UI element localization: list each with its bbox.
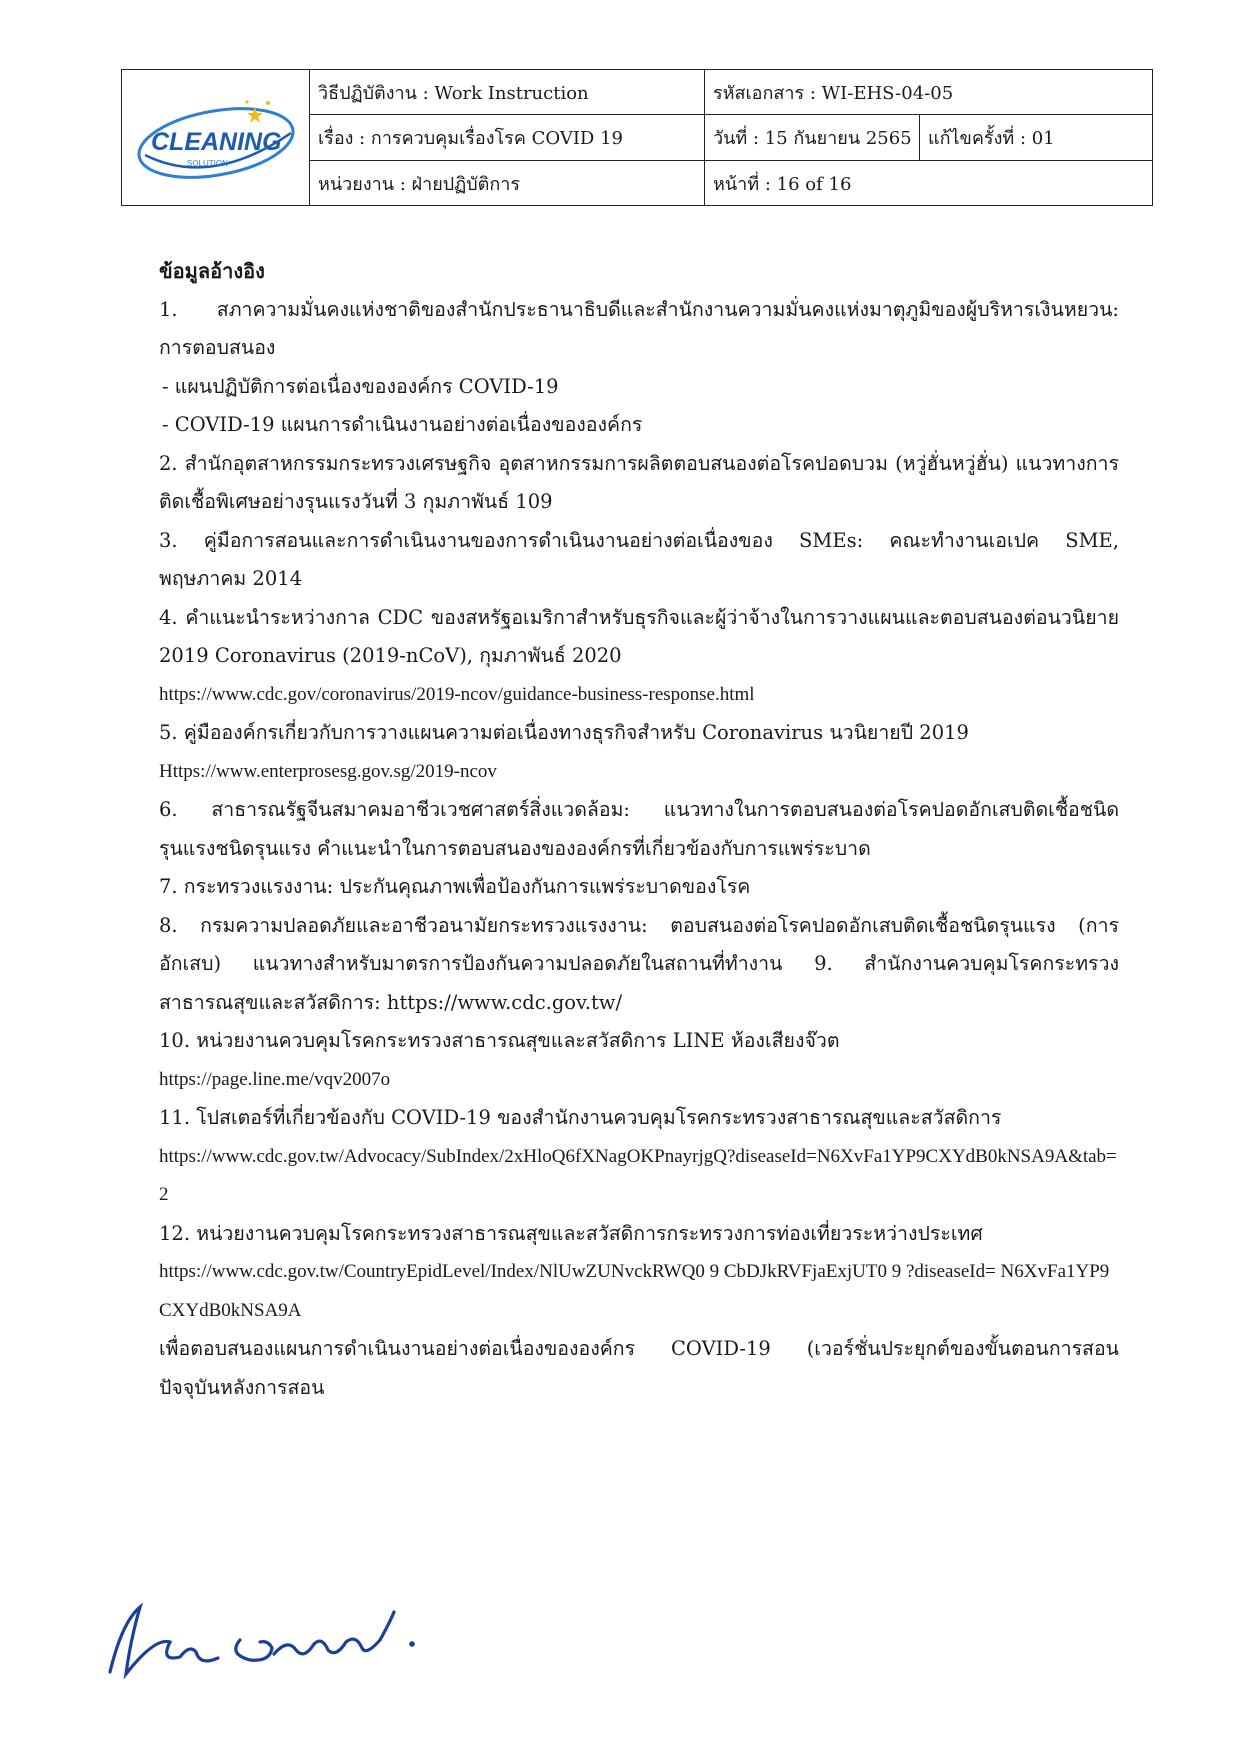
reference-12: 12. หน่วยงานควบคุมโรคกระทรวงสาธารณสุขและสวัสดิการกระทรวงการท่องเที่ยวระหว่างประเทศ: [159, 1221, 983, 1245]
signature: [100, 1582, 450, 1692]
document-revision-cell: แก้ไขครั้งที่ : 01: [920, 115, 1153, 161]
reference-4: 4. คำแนะนำระหว่างกาล CDC ของสหรัฐอเมริกาสำหรับธุรกิจและผู้ว่าจ้างในการวางแผนและตอบสนองต่อนวนิยาย 2019 Coronavirus (2019-nCoV), กุมภาพันธ์ 2020: [159, 605, 1119, 667]
reference-8: 8. กรมความปลอดภัยและอาชีวอนามัยกระทรวงแรงงาน: ตอบสนองต่อโรคปอดอักเสบติดเชื้อชนิดรุนแรง (การอักเสบ) แนวทางสำหรับมาตรการป้องกันความปลอดภัยในสถานที่ทำงาน 9. สำนักงานควบคุมโรคกระทรวงสาธารณสุขและสวัสดิการ: https://www.cdc.gov.tw/: [159, 913, 1119, 1014]
svg-text:SOLUTION: SOLUTION: [186, 158, 228, 168]
document-type-cell: วิธีปฏิบัติงาน : Work Instruction: [310, 70, 705, 115]
reference-11: 11. โปสเตอร์ที่เกี่ยวข้องกับ COVID-19 ของสำนักงานควบคุมโรคกระทรวงสาธารณสุขและสวัสดิการ: [159, 1106, 1002, 1129]
reference-12-url[interactable]: https://www.cdc.gov.tw/CountryEpidLevel/Index/NlUwZUNvckRWQ0 9 CbDJkRVFjaExjUT0 9 ?diseaseId= N6XvFa1YP9CXYdB0kNSA9A: [159, 1261, 1110, 1321]
reference-7: 7. กระทรวงแรงงาน: ประกันคุณภาพเพื่อป้องกันการแพร่ระบาดของโรค: [159, 875, 751, 898]
document-subject-cell: เรื่อง : การควบคุมเรื่องโรค COVID 19: [310, 115, 705, 161]
reference-closing: เพื่อตอบสนองแผนการดำเนินงานอย่างต่อเนื่องขององค์กร COVID-19 (เวอร์ชั่นประยุกต์ของขั้นตอนการสอนปัจจุบันหลังการสอน: [159, 1337, 1119, 1399]
document-header-table: [121, 69, 1153, 206]
document-page-cell: หน้าที่ : 16 of 16: [705, 161, 1153, 206]
reference-1: 1. สภาความมั่นคงแห่งชาติของสำนักประธานาธิบดีและสำนักงานความมั่นคงแห่งมาตุภูมิของผู้บริหารเงินหยวน: การตอบสนอง: [159, 297, 1119, 359]
reference-5: 5. คู่มือองค์กรเกี่ยวกับการวางแผนความต่อเนื่องทางธุรกิจสำหรับ Coronavirus นวนิยายปี 2019: [159, 721, 969, 744]
cleaning-solution-logo: [131, 93, 301, 183]
reference-3: 3. คู่มือการสอนและการดำเนินงานของการดำเนินงานอย่างต่อเนื่องของ SMEs: คณะทำงานเอเปค SME, พฤษภาคม 2014: [159, 528, 1119, 590]
reference-2: 2. สำนักอุตสาหกรรมกระทรวงเศรษฐกิจ อุตสาหกรรมการผลิตตอบสนองต่อโรคปอดบวม (หวู่ฮั่นหวู่ฮั่น) แนวทางการติดเชื้อพิเศษอย่างรุนแรงวันที่ 3 กุมภาพันธ์ 109: [159, 451, 1119, 513]
references-body: [159, 252, 1119, 1407]
svg-text:CLEANING: CLEANING: [150, 127, 282, 156]
reference-6: 6. สาธารณรัฐจีนสมาคมอาชีวเวชศาสตร์สิ่งแวดล้อม: แนวทางในการตอบสนองต่อโรคปอดอักเสบติดเชื้อชนิดรุนแรงชนิดรุนแรง คำแนะนำในการตอบสนองขององค์กรที่เกี่ยวข้องกับการแพร่ระบาด: [159, 798, 1119, 860]
reference-1b: - COVID-19 แผนการดำเนินงานอย่างต่อเนื่องขององค์กร: [162, 413, 643, 436]
reference-4-url[interactable]: https://www.cdc.gov/coronavirus/2019-ncov/guidance-business-response.html: [159, 683, 755, 705]
document-department-cell: หน่วยงาน : ฝ่ายปฏิบัติการ: [310, 161, 705, 206]
logo-cell: [122, 70, 310, 206]
reference-1a: - แผนปฏิบัติการต่อเนื่องขององค์กร COVID-19: [162, 374, 559, 398]
reference-10-url[interactable]: https://page.line.me/vqv2007o: [159, 1068, 391, 1090]
reference-5-url[interactable]: Https://www.enterprosesg.gov.sg/2019-ncov: [159, 760, 497, 782]
reference-11-url[interactable]: https://www.cdc.gov.tw/Advocacy/SubIndex/2xHloQ6fXNagOKPnayrjgQ?diseaseId=N6XvFa1YP9CXYdB0kNSA9A&tab=2: [159, 1145, 1117, 1205]
references-heading: ข้อมูลอ้างอิง: [159, 259, 265, 283]
document-code-cell: รหัสเอกสาร : WI-EHS-04-05: [705, 70, 1153, 115]
reference-10: 10. หน่วยงานควบคุมโรคกระทรวงสาธารณสุขและสวัสดิการ LINE ห้องเสียงจ๊วต: [159, 1029, 840, 1052]
document-date-cell: วันที่ : 15 กันยายน 2565: [705, 115, 920, 161]
